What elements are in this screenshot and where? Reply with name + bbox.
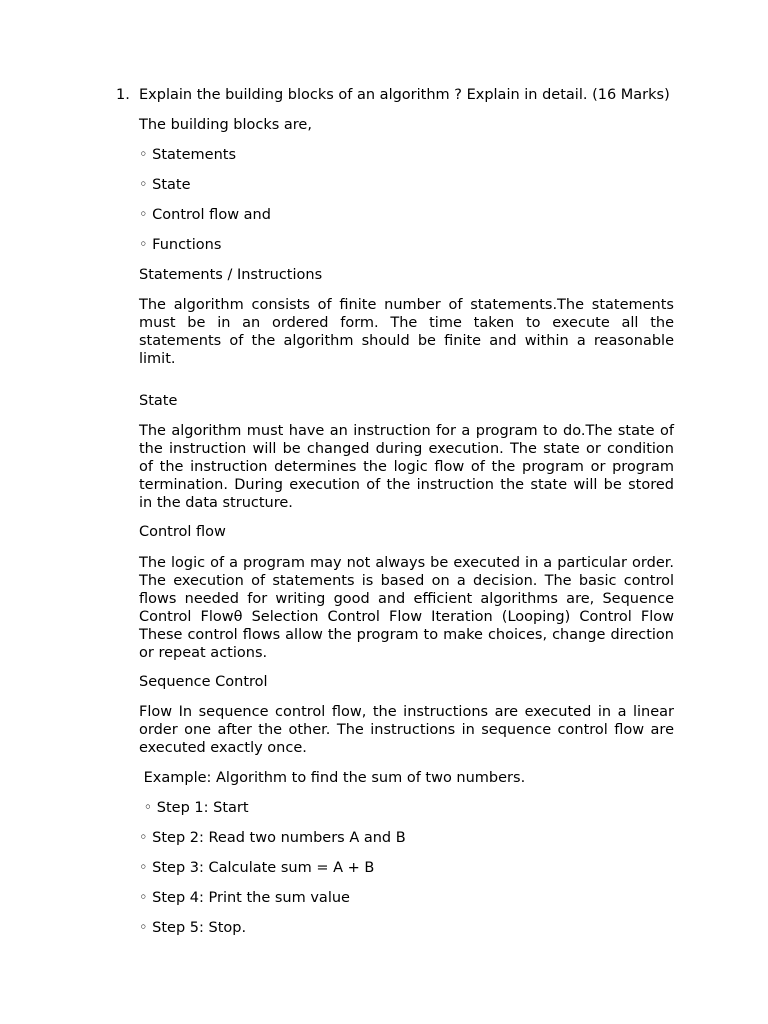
step-item: ◦ Step 3: Calculate sum = A + B <box>139 860 375 876</box>
block-item: ◦ Functions <box>139 237 222 253</box>
sequence-control-heading: Sequence Control <box>139 674 268 690</box>
statements-heading: Statements / Instructions <box>139 267 323 283</box>
state-paragraph: The algorithm must have an instruction for a program to do.The state of the instruction will be changed during execution. The state or condition of the instruction determines the logic flow of the program or program termination. During execution of the instruction the state will be stored in the data structure. <box>139 423 674 511</box>
step-item: ◦ Step 5: Stop. <box>139 920 247 936</box>
statements-paragraph: The algorithm consists of finite number of statements.The statements must be in an ordered form. The time taken to execute all the statements of the algorithm should be finite and within a reasonable limit. <box>139 297 674 367</box>
step-item: ◦ Step 4: Print the sum value <box>139 890 350 906</box>
question-text: Explain the building blocks of an algorithm ? Explain in detail. (16 Marks) <box>139 87 670 103</box>
sequence-control-paragraph: Flow In sequence control flow, the instructions are executed in a linear order one after the other. The instructions in sequence control flow are executed exactly once. <box>139 704 674 756</box>
step-item: ◦ Step 2: Read two numbers A and B <box>139 830 406 846</box>
question-number: 1. <box>116 87 130 103</box>
block-item: ◦ Statements <box>139 147 237 163</box>
control-flow-heading: Control flow <box>139 524 226 540</box>
step-item: ◦ Step 1: Start <box>139 800 249 816</box>
intro-text: The building blocks are, <box>139 117 312 133</box>
block-item: ◦ State <box>139 177 191 193</box>
example-title: Example: Algorithm to find the sum of two numbers. <box>139 770 526 786</box>
block-item: ◦ Control flow and <box>139 207 271 223</box>
control-flow-paragraph: The logic of a program may not always be executed in a particular order. The execution of statements is based on a decision. The basic control flows needed for writing good and efficient algorithms are, Sequence Control Flowθ Selection Control Flow Iteration (Looping) Control Flow These control flows allow the program to make choices, change direction or repeat actions. <box>139 555 674 661</box>
state-heading: State <box>139 393 178 409</box>
